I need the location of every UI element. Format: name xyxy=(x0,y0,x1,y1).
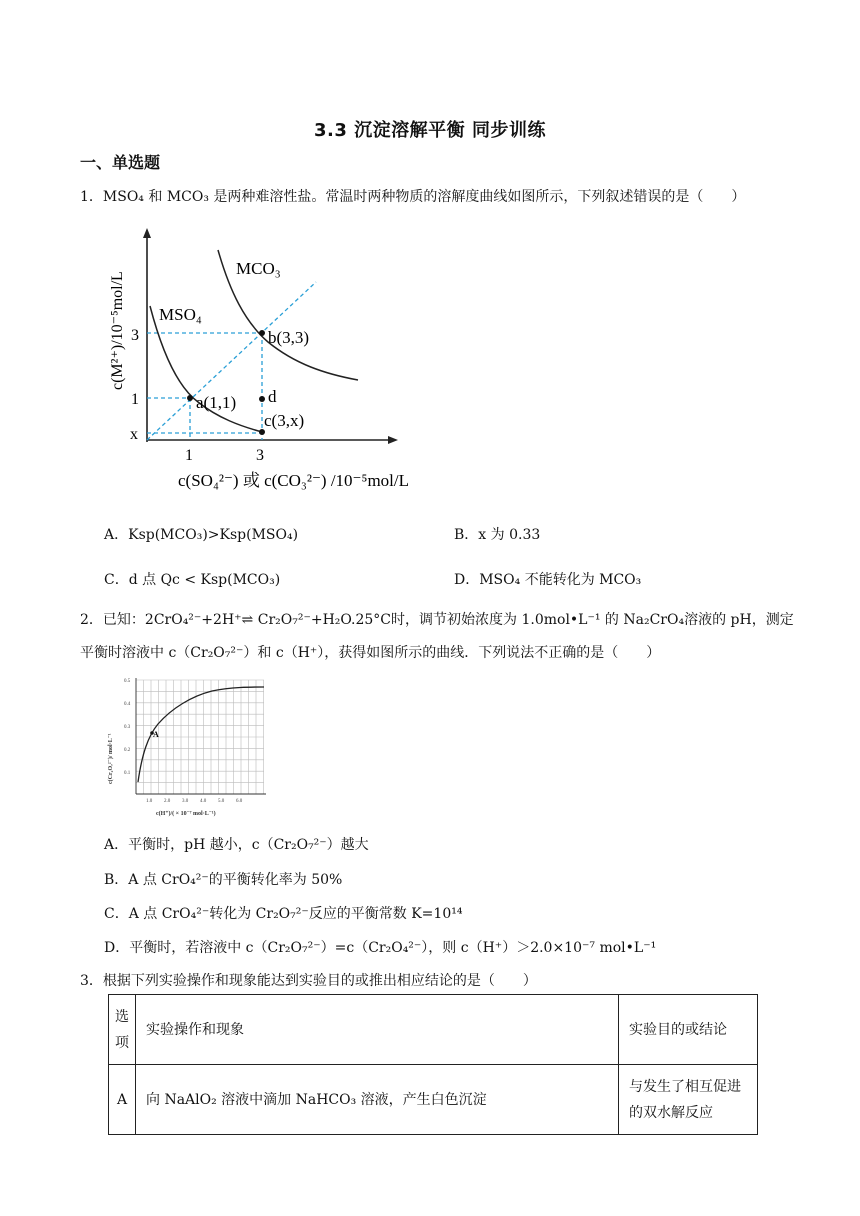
q1-option-a[interactable]: A．Ksp(MCO₃)>Ksp(MSO₄) xyxy=(104,527,299,543)
y-axis-label: c(M²⁺)/10⁻⁵mol/L xyxy=(109,271,126,390)
question-2-stem-line-2: 平衡时溶液中 c（Cr₂O₇²⁻）和 c（H⁺），获得如图所示的曲线．下列说法不正确的是（ ） xyxy=(80,645,661,661)
label-point-c: c(3,x) xyxy=(264,411,305,430)
label-mco3: MCO₃ xyxy=(236,259,281,278)
point-b xyxy=(259,330,265,336)
label-point-d: d xyxy=(268,387,277,406)
ytick-1: 1 xyxy=(131,391,139,408)
curve-mso4 xyxy=(150,306,262,432)
chromate-equilibrium-figure xyxy=(100,674,274,822)
svg-text:5.0: 5.0 xyxy=(218,799,225,804)
ytick-3: 3 xyxy=(131,327,139,344)
q2-option-a[interactable]: A．平衡时，pH 越小，c（Cr₂O₇²⁻）越大 xyxy=(104,837,369,853)
svg-text:0.1: 0.1 xyxy=(124,771,131,776)
q2-option-b[interactable]: B．A 点 CrO₄²⁻的平衡转化率为 50% xyxy=(104,872,343,888)
q1-option-b[interactable]: B．x 为 0.33 xyxy=(454,527,541,543)
point-a-label: A xyxy=(153,730,159,739)
question-3-stem: 3．根据下列实验操作和现象能达到实验目的或推出相应结论的是（ ） xyxy=(80,973,537,989)
label-mso4: MSO₄ xyxy=(159,305,202,324)
header-operation: 实验操作和现象 xyxy=(136,995,619,1065)
question-2-stem-line-1: 2．已知：2CrO₄²⁻+2H⁺⇌ Cr₂O₇²⁻+H₂O.25°C时，调节初始浓度为 1.0mol•L⁻¹ 的 Na₂CrO₄溶液的 pH，测定 xyxy=(80,612,794,628)
solubility-curve-figure xyxy=(100,222,450,494)
page-title: 3.3 沉淀溶解平衡 同步训练 xyxy=(314,120,546,141)
svg-text:4.0: 4.0 xyxy=(200,799,207,804)
svg-text:1.0: 1.0 xyxy=(146,799,153,804)
svg-text:0.2: 0.2 xyxy=(124,748,131,753)
section-heading: 一、单选题 xyxy=(80,153,161,172)
x-axis-label: c(SO₄²⁻) 或 c(CO₃²⁻) /10⁻⁵mol/L xyxy=(178,471,410,490)
q2-option-c[interactable]: C．A 点 CrO₄²⁻转化为 Cr₂O₇²⁻反应的平衡常数 K=10¹⁴ xyxy=(104,906,463,922)
label-point-a: a(1,1) xyxy=(196,393,237,412)
svg-text:6.0: 6.0 xyxy=(236,799,243,804)
svg-text:0.4: 0.4 xyxy=(124,702,131,707)
row-a-conclusion: 与发生了相互促进的双水解反应 xyxy=(619,1065,758,1135)
question-1-stem: 1．MSO₄ 和 MCO₃ 是两种难溶性盐。常温时两种物质的溶解度曲线如图所示，下列叙述错误的是（ ） xyxy=(80,189,746,205)
header-conclusion: 实验目的或结论 xyxy=(619,995,758,1065)
point-a xyxy=(187,395,193,401)
svg-text:0.5: 0.5 xyxy=(124,679,131,684)
header-option: 选项 xyxy=(109,995,136,1065)
svg-text:3.0: 3.0 xyxy=(182,799,189,804)
xtick-3: 3 xyxy=(256,447,264,464)
experiment-table xyxy=(108,994,758,1135)
svg-text:2.0: 2.0 xyxy=(164,799,171,804)
q1-option-d[interactable]: D．MSO₄ 不能转化为 MCO₃ xyxy=(454,572,642,588)
svg-text:0.3: 0.3 xyxy=(124,725,131,730)
q1-option-c[interactable]: C．d 点 Qc < Ksp(MCO₃) xyxy=(104,572,281,588)
q2-option-d[interactable]: D．平衡时，若溶液中 c（Cr₂O₇²⁻）=c（Cr₂O₄²⁻），则 c（H⁺）＞2.0×10⁻⁷ mol•L⁻¹ xyxy=(104,940,657,956)
y-axis-arrow xyxy=(143,228,151,238)
x-axis-label: c(H⁺)/( × 10⁻⁷ mol·L⁻¹) xyxy=(156,811,216,817)
table-row xyxy=(109,1065,758,1135)
ytick-x: x xyxy=(130,426,138,443)
row-a-option: A xyxy=(109,1065,136,1135)
xtick-1: 1 xyxy=(185,447,193,464)
y-axis-label: c(Cr₂O₇²⁻)/ mol·L⁻¹ xyxy=(108,733,114,784)
label-point-b: b(3,3) xyxy=(268,328,310,347)
point-d xyxy=(259,396,265,402)
table-header-row xyxy=(109,995,758,1065)
x-axis-arrow xyxy=(388,436,398,444)
row-a-operation: 向 NaAlO₂ 溶液中滴加 NaHCO₃ 溶液，产生白色沉淀 xyxy=(136,1065,619,1135)
